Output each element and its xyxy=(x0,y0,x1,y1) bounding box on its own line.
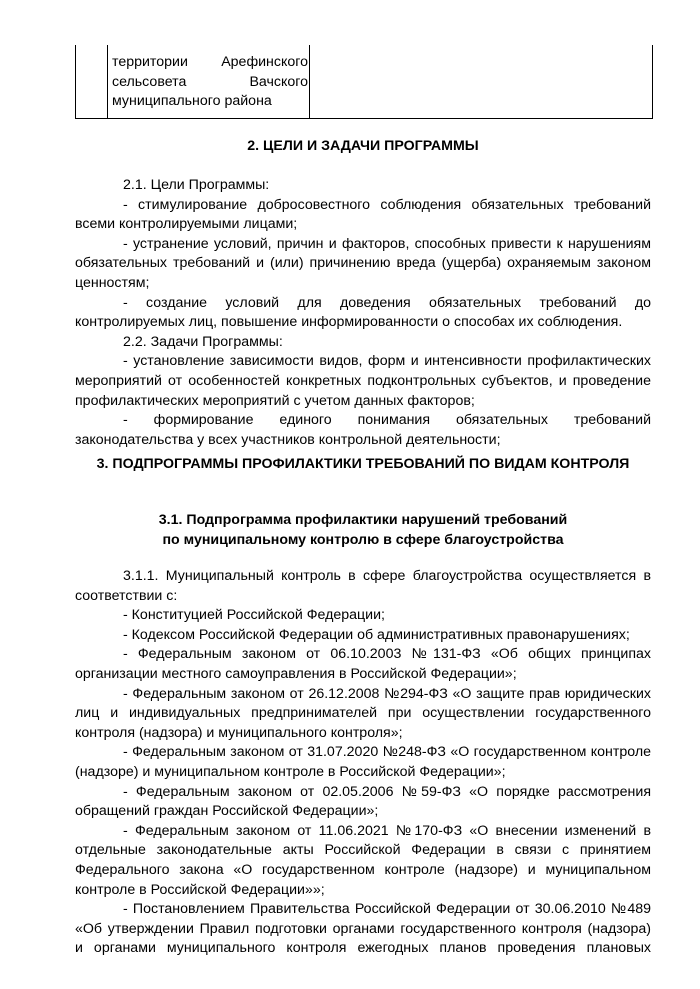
section2-heading: 2. ЦЕЛИ И ЗАДАЧИ ПРОГРАММЫ xyxy=(247,138,479,154)
text-line: - стимулирование добросовестного соблюдения обязательных требований xyxy=(123,196,651,213)
text-line: - Федеральным законом от 06.10.2003 №131-ФЗ «Об общих принципах xyxy=(123,646,651,663)
text-line: - устранение условий, причин и факторов, способных привести к нарушениям xyxy=(123,235,651,252)
text-line: контролируемых лиц, повышение информированности о способах их соблюдения. xyxy=(75,314,623,331)
text-line: - Конституцией Российской Федерации; xyxy=(123,607,385,624)
text-line: - Федеральным законом от 26.12.2008 №294-ФЗ «О защите прав юридических xyxy=(123,685,651,702)
text-line: обязательных требований и (или) причинению вреда (ущерба) охраняемым законом xyxy=(75,255,651,272)
program-table-fragment xyxy=(75,45,653,119)
subsection-3-1-heading-line2: по муниципальному контролю в сфере благоустройства xyxy=(162,532,564,548)
text-line: мероприятий от особенностей конкретных подконтрольных субъектов, и проведение xyxy=(75,372,651,389)
text-line: - Федеральным законом от 11.06.2021 №170-ФЗ «О внесении изменений в xyxy=(123,822,651,839)
table-cell-empty xyxy=(310,45,652,118)
text-line: лиц и индивидуальных предпринимателей при осуществлении государственного xyxy=(75,705,651,722)
text-line: - Постановлением Правительства Российской Федерации от 30.06.2010 №489 xyxy=(123,901,651,918)
text-line: профилактических мероприятий с учетом данных факторов; xyxy=(75,392,475,409)
subsection-3-1-heading-line1: 3.1. Подпрограмма профилактики нарушений требований xyxy=(158,512,568,528)
text-line: соответствии с: xyxy=(75,587,178,604)
text-line: ценностям; xyxy=(75,274,150,291)
section2-body xyxy=(75,176,651,450)
text-line: - формирование единого понимания обязательных требований xyxy=(123,412,651,429)
text-line: - Федеральным законом от 02.05.2006 №59-ФЗ «О порядке рассмотрения xyxy=(123,783,651,800)
section3-heading: 3. ПОДПРОГРАММЫ ПРОФИЛАКТИКИ ТРЕБОВАНИЙ ПО ВИДАМ КОНТРОЛЯ xyxy=(96,456,630,472)
text-line: - создание условий для доведения обязательных требований до xyxy=(123,294,651,311)
text-line: - Федеральным законом от 31.07.2020 №248-ФЗ «О государственном контроле xyxy=(123,744,651,761)
text-line: 2.2. Задачи Программы: xyxy=(123,333,283,350)
text-line: Федерального закона «О государственном контроле (надзоре) и муниципальном xyxy=(75,861,651,878)
table-cell-line: территории Арефинского xyxy=(112,54,308,70)
text-line: 2.1. Цели Программы: xyxy=(123,177,270,193)
text-line: законодательства у всех участников контрольной деятельности; xyxy=(75,431,501,448)
table-cell-number xyxy=(76,45,108,118)
text-line: (надзоре) и муниципальном контроле в Российской Федерации»; xyxy=(75,763,506,780)
table-cell-line: сельсовета Вачского xyxy=(112,73,308,90)
text-line: - установление зависимости видов, форм и интенсивности профилактических xyxy=(123,353,651,370)
text-line: и органами муниципального контроля ежегодных планов проведения плановых xyxy=(75,940,651,957)
text-line: контроле в Российской Федерации»»; xyxy=(75,881,325,898)
text-line: всеми контролируемыми лицами; xyxy=(75,216,298,233)
text-line: - Кодексом Российской Федерации об административных правонарушениях; xyxy=(123,626,630,643)
table-cell-territory xyxy=(108,45,310,118)
text-line: «Об утверждении Правил подготовки органами государственного контроля (надзора) xyxy=(75,920,651,937)
text-line: отдельные законодательные акты Российской Федерации в связи с принятием xyxy=(75,842,651,859)
section3-body xyxy=(75,567,651,959)
text-line: 3.1.1. Муниципальный контроль в сфере благоустройства осуществляется в xyxy=(123,568,651,584)
text-line: контроля (надзора) и муниципального контроля»; xyxy=(75,724,403,741)
text-line: организации местного самоуправления в Российской Федерации»; xyxy=(75,665,517,682)
text-line: обращений граждан Российской Федерации»; xyxy=(75,803,379,820)
table-cell-line: муниципального района xyxy=(112,93,272,109)
